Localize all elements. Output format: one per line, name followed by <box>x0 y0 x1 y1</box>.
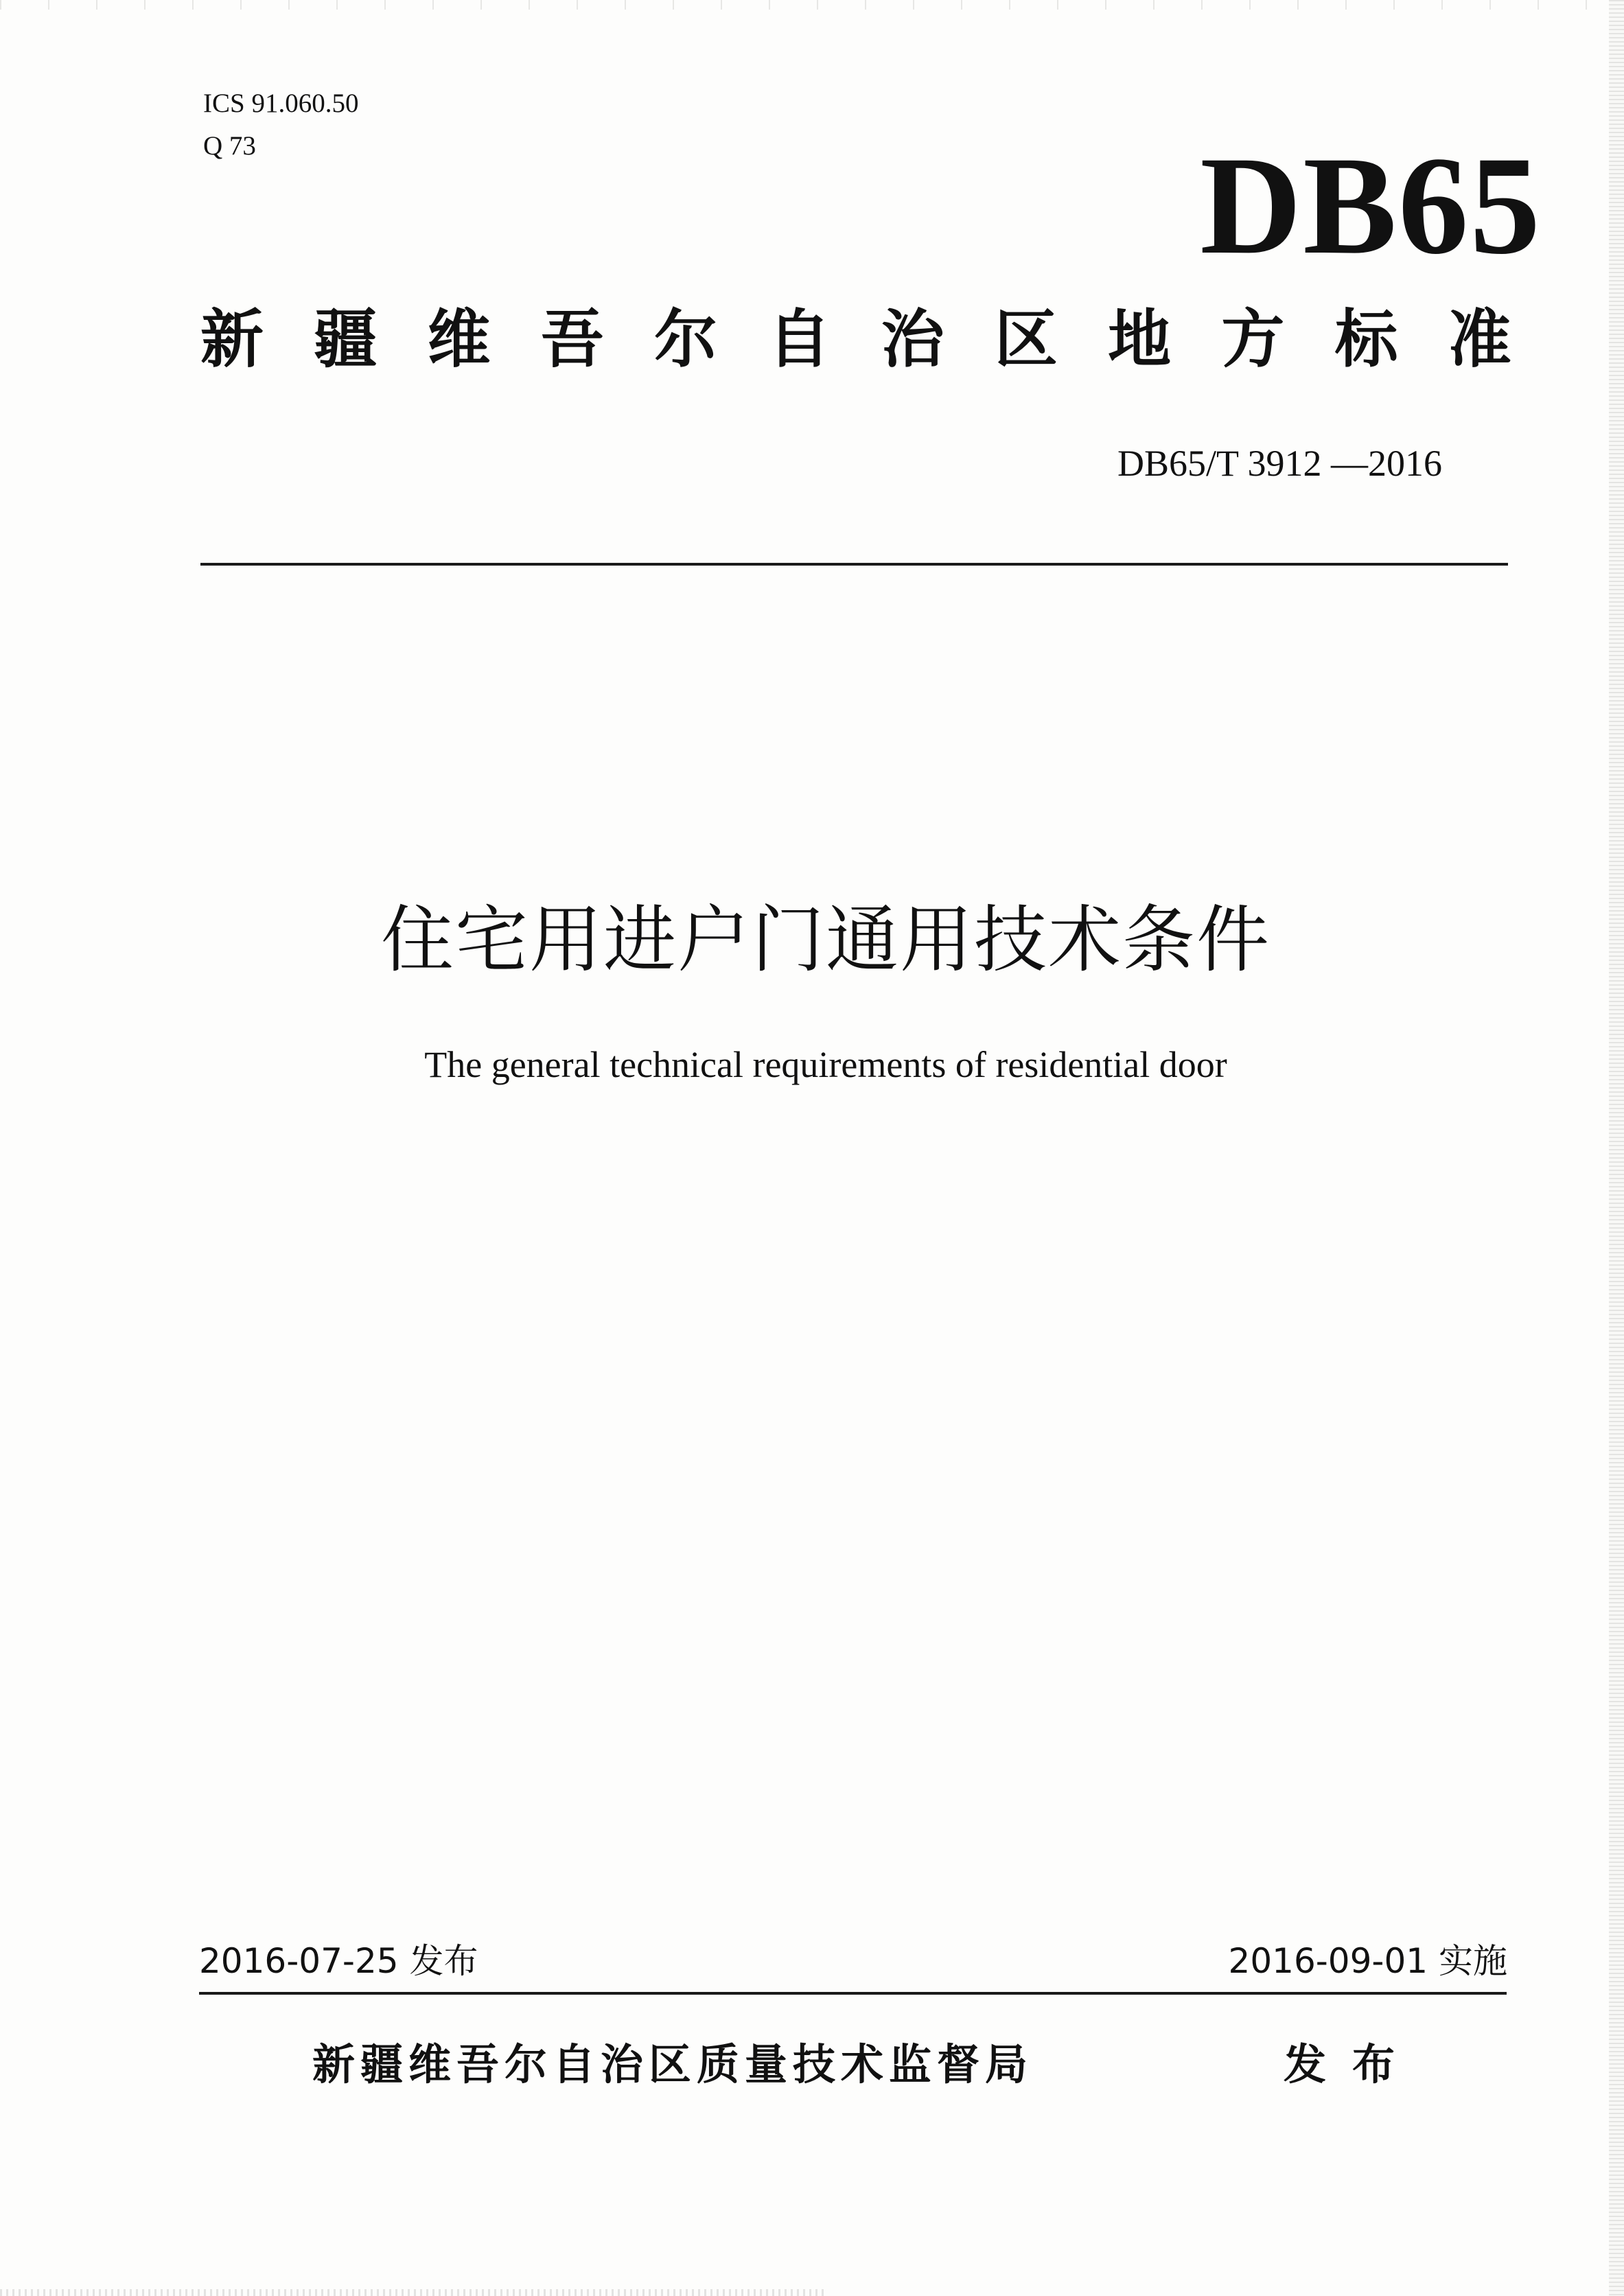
issuing-authority: 新疆维吾尔自治区质量技术监督局 <box>312 2039 1034 2089</box>
standard-level-char: 吾 <box>540 303 604 376</box>
scan-edge-bottom <box>0 2289 824 2296</box>
standard-level-char: 地 <box>1108 303 1172 376</box>
standard-level-char: 维 <box>427 303 491 376</box>
standard-level-char: 疆 <box>314 303 378 376</box>
standard-level-char: 尔 <box>654 303 718 376</box>
db-logo: DB65 <box>1200 128 1542 283</box>
scan-edge-top <box>0 0 1624 10</box>
standard-level-char: 准 <box>1448 303 1511 376</box>
standard-level-char: 区 <box>994 303 1058 376</box>
document-title-en: The general technical requirements of residential door <box>424 1044 1227 1085</box>
standard-level-char: 新 <box>200 303 264 376</box>
issuing-action: 发布 <box>1284 2039 1422 2089</box>
ics-code: ICS 91.060.50 <box>203 89 359 118</box>
standard-number: DB65/T 3912 —2016 <box>1117 443 1442 484</box>
standard-level-char: 标 <box>1334 303 1398 376</box>
ccs-code: Q 73 <box>203 131 256 161</box>
standard-level-char: 方 <box>1221 303 1285 376</box>
issue-date: 2016-07-25 发布 <box>199 1941 478 1981</box>
standard-level-title <box>200 299 1511 381</box>
classification-codes <box>203 82 358 167</box>
standard-level-char: 治 <box>881 303 944 376</box>
footer-divider <box>199 1992 1507 1995</box>
standard-level-char: 自 <box>767 303 831 376</box>
document-title-cn: 住宅用进户门通用技术条件 <box>381 898 1271 982</box>
header-divider <box>200 563 1508 566</box>
scan-edge-right <box>1609 0 1624 2296</box>
implementation-date: 2016-09-01 实施 <box>1228 1941 1507 1981</box>
